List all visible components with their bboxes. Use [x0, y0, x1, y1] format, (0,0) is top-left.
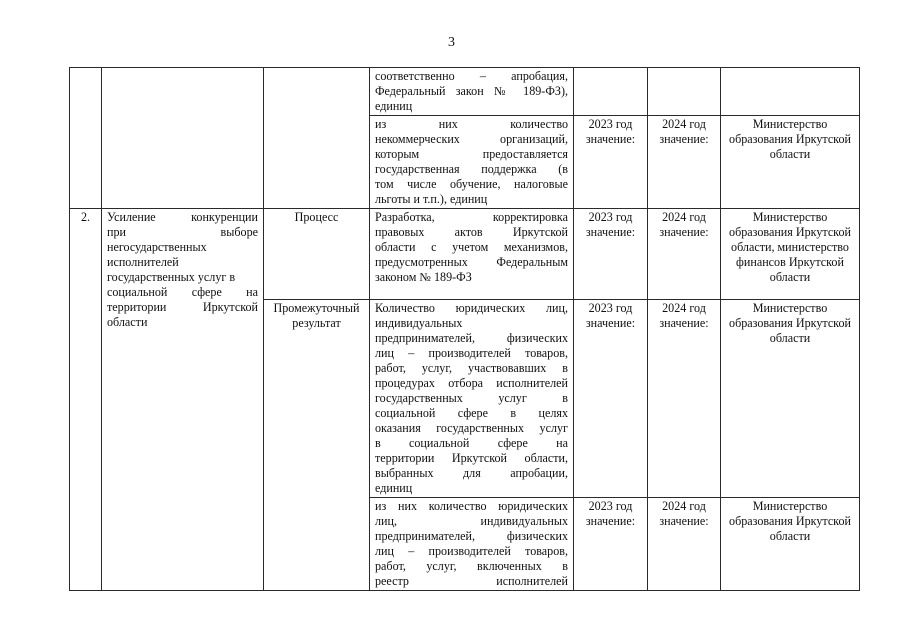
- indicator-line: территории Иркутской области,: [375, 451, 568, 465]
- task-name-cell: [102, 209, 264, 591]
- indicator-cell: [370, 209, 574, 300]
- indicator-line: единиц: [375, 99, 413, 113]
- value-2023-cell: 2023 год значение:: [574, 300, 648, 498]
- indicator-line: соответственно – апробация,: [375, 69, 568, 83]
- number-cell: [70, 68, 102, 209]
- value-2024-cell: 2024 год значение:: [648, 116, 721, 209]
- task-name-line: Усиление конкуренции: [107, 210, 258, 224]
- indicator-line: предпринимателей, физических: [375, 331, 568, 345]
- indicator-line: из них количество: [375, 117, 568, 131]
- table-row: [70, 68, 860, 116]
- task-name-line: социальной сфере на: [107, 285, 258, 299]
- value-2024-cell: 2024 год значение:: [648, 209, 721, 300]
- responsible-cell: Министерство образования Иркутской области, министерство финансов Иркутской области: [721, 209, 860, 300]
- value-2024-cell: [648, 68, 721, 116]
- indicator-cell: [370, 300, 574, 498]
- indicator-line: Количество юридических лиц,: [375, 301, 568, 315]
- responsible-cell: Министерство образования Иркутской области: [721, 116, 860, 209]
- value-2024-cell: 2024 год значение:: [648, 300, 721, 498]
- indicator-line: работ, услуг, включенных в: [375, 559, 568, 573]
- task-name-line: территории Иркутской: [107, 300, 258, 314]
- task-name-line: при выборе: [107, 225, 258, 239]
- indicator-line: выбранных для апробации,: [375, 466, 568, 480]
- indicator-line: в социальной сфере на: [375, 436, 568, 450]
- indicator-line: государственная поддержка (в: [375, 162, 568, 176]
- responsible-cell: Министерство образования Иркутской области: [721, 498, 860, 591]
- indicator-line: работ, услуг, участвовавших в: [375, 361, 568, 375]
- indicator-line: Разработка, корректировка: [375, 210, 568, 224]
- indicator-line: единиц: [375, 481, 413, 495]
- type-cell: Промежуточный результат: [264, 300, 370, 591]
- task-name-text: негосударственных исполнителей государственных услуг в: [107, 240, 236, 284]
- indicator-line: некоммерческих организаций,: [375, 132, 568, 146]
- indicator-line: лиц – производителей товаров,: [375, 346, 568, 360]
- indicator-cell: [370, 68, 574, 116]
- responsible-cell: Министерство образования Иркутской области: [721, 300, 860, 498]
- value-2023-cell: [574, 68, 648, 116]
- value-2023-cell: 2023 год значение:: [574, 116, 648, 209]
- value-2024-cell: 2024 год значение:: [648, 498, 721, 591]
- task-name-cell: [102, 68, 264, 209]
- indicator-line: предпринимателей, физических: [375, 529, 568, 543]
- indicator-cell: [370, 116, 574, 209]
- indicator-line: из них количество юридических: [375, 499, 568, 513]
- indicator-cell: [370, 498, 574, 591]
- indicator-line: том числе обучение, налоговые: [375, 177, 568, 191]
- indicator-line: льготы и т.п.), единиц: [375, 192, 488, 206]
- indicator-line: оказания государственных услуг: [375, 421, 568, 435]
- indicator-line: процедурах отбора исполнителей: [375, 376, 568, 390]
- table-row: [70, 209, 860, 300]
- indicator-line: области с учетом механизмов,: [375, 240, 568, 254]
- indicator-line: которым предоставляется: [375, 147, 568, 161]
- value-2023-cell: 2023 год значение:: [574, 209, 648, 300]
- indicator-line: предусмотренных Федеральным: [375, 255, 568, 269]
- indicator-line: правовых актов Иркутской: [375, 225, 568, 239]
- indicator-line: государственных услуг в: [375, 391, 568, 405]
- indicator-line: реестр исполнителей: [375, 574, 568, 588]
- indicator-line: лиц – производителей товаров,: [375, 544, 568, 558]
- responsible-cell: [721, 68, 860, 116]
- number-cell: 2.: [70, 209, 102, 591]
- indicator-line: лиц, индивидуальных: [375, 514, 568, 528]
- indicator-line: социальной сфере в целях: [375, 406, 568, 420]
- page-number: 3: [448, 35, 455, 50]
- indicator-line: законом № 189-ФЗ: [375, 270, 472, 284]
- indicators-table: [69, 67, 860, 591]
- type-cell: [264, 68, 370, 209]
- indicator-line: Федеральный закон № 189-ФЗ),: [375, 84, 568, 98]
- type-cell: Процесс: [264, 209, 370, 300]
- value-2023-cell: 2023 год значение:: [574, 498, 648, 591]
- task-name-line: области: [107, 315, 148, 329]
- indicator-line: индивидуальных: [375, 316, 463, 330]
